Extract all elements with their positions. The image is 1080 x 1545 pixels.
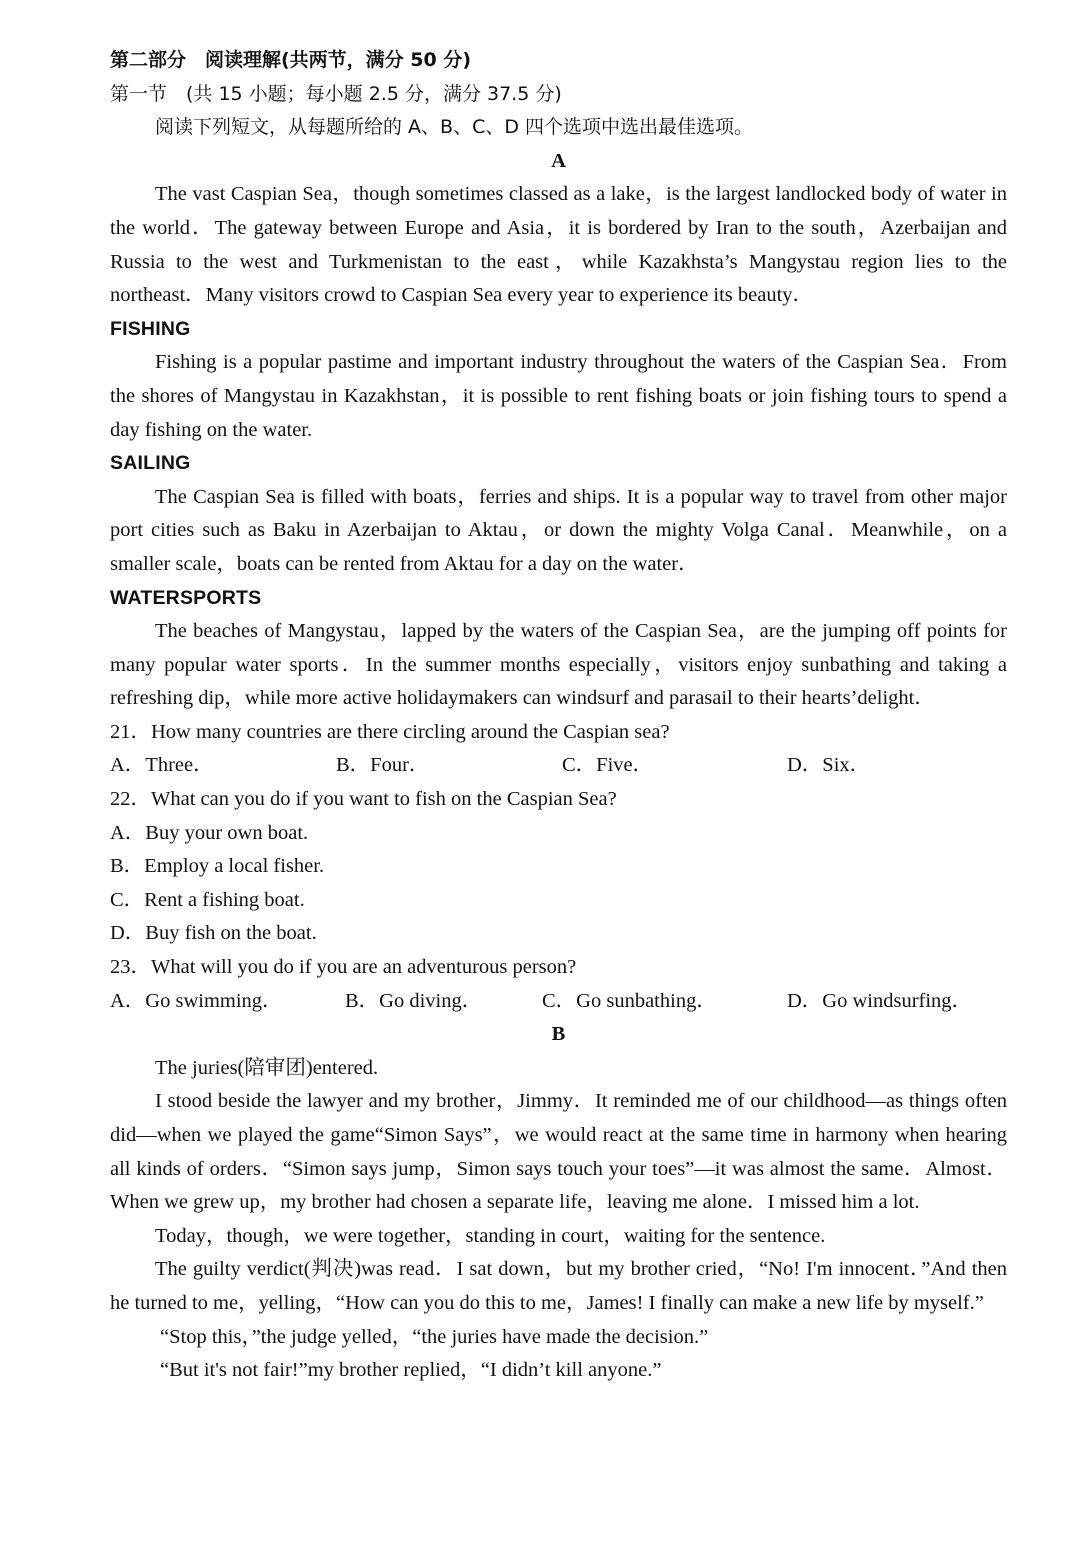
passage-b-dialogue: “Stop this，”the judge yelled，“the juries have made the decision.” — [160, 1325, 709, 1348]
option-b: B．Employ a local fisher. — [110, 855, 325, 878]
passage-b-paragraph: The juries(陪审团)entered. — [155, 1056, 379, 1079]
question-21-options — [110, 749, 1007, 783]
passage-a-intro: The vast Caspian Sea，though sometimes classed as a lake，is the largest landlocked body of water in the world．The gateway between Europe and Asia，it is bordered by Iran to the south，Azerbaijan and Russia to the west and Turkmenistan to the east，while Kazakhsta’s Mangystau region lies to the northeast．Many visitors crowd to Caspian Sea every year to experience its beauty． — [110, 183, 1007, 307]
section-heading: 第一节 (共 15 小题；每小题 2.5 分，满分 37.5 分) — [110, 82, 562, 105]
sailing-heading: SAILING — [110, 452, 191, 475]
instruction-text: 阅读下列短文，从每题所给的 A、B、C、D 四个选项中选出最佳选项。 — [155, 116, 754, 139]
passage-b-dialogue: “But it's not fair!”my brother replied，“I didn’t kill anyone.” — [160, 1359, 662, 1382]
passage-b-paragraph: The guilty verdict(判决)was read．I sat down，but my brother cried，“No! I'm innocent．”And then he turned to me，yelling，“How can you do this to me，James! I finally can make a new life by myself.” — [110, 1258, 1007, 1314]
question-23: 23．What will you do if you are an adventurous person? — [110, 956, 577, 979]
passage-b-label: B — [551, 1023, 566, 1046]
question-22: 22．What can you do if you want to fish on the Caspian Sea? — [110, 788, 617, 811]
watersports-heading: WATERSPORTS — [110, 586, 262, 609]
option-b: B．Four． — [336, 754, 430, 777]
option-a: A．Buy your own boat. — [110, 821, 309, 844]
passage-a-label: A — [551, 149, 566, 172]
question-21: 21．How many countries are there circling around the Caspian sea? — [110, 720, 670, 743]
passage-b-paragraph: I stood beside the lawyer and my brother，Jimmy．It reminded me of our childhood—as things often did—when we played the game“Simon Says”，we would react at the same time in harmony when hearing all kinds of orders．“Simon says jump，Simon says touch your toes”—it was almost the same．Almost．When we grew up，my brother had chosen a separate life，leaving me alone．I missed him a lot. — [110, 1090, 1007, 1214]
option-a: A．Three． — [110, 754, 214, 777]
reading-section — [110, 44, 1007, 1388]
passage-b-paragraph: Today，though，we were together，standing in court，waiting for the sentence. — [155, 1224, 826, 1247]
option-d: D．Six． — [787, 754, 871, 777]
option-d: D．Go windsurfing． — [787, 989, 973, 1012]
option-b: B．Go diving． — [345, 989, 483, 1012]
fishing-heading: FISHING — [110, 317, 191, 340]
option-d: D．Buy fish on the boat. — [110, 922, 317, 945]
fishing-paragraph: Fishing is a popular pastime and important industry throughout the waters of the Caspian Sea．From the shores of Mangystau in Kazakhstan，it is possible to rent fishing boats or join fishing tours to spend a day fishing on the water. — [110, 351, 1007, 441]
watersports-paragraph: The beaches of Mangystau，lapped by the waters of the Caspian Sea，are the jumping off points for many popular water sports．In the summer months especially，visitors enjoy sunbathing and taking a refreshing dip，while more active holidaymakers can windsurf and parasail to their hearts’delight． — [110, 620, 1007, 710]
option-c: C．Go sunbathing． — [542, 989, 717, 1012]
part-heading: 第二部分 阅读理解(共两节，满分 50 分) — [110, 49, 472, 71]
question-23-options — [110, 985, 1007, 1019]
sailing-paragraph: The Caspian Sea is filled with boats，ferries and ships. It is a popular way to travel from other major port cities such as Baku in Azerbaijan to Aktau，or down the mighty Volga Canal．Meanwhile，on a smaller scale，boats can be rented from Aktau for a day on the water． — [110, 485, 1007, 575]
option-c: C．Rent a fishing boat. — [110, 888, 305, 911]
option-a: A．Go swimming． — [110, 989, 283, 1012]
option-c: C．Five． — [562, 754, 654, 777]
